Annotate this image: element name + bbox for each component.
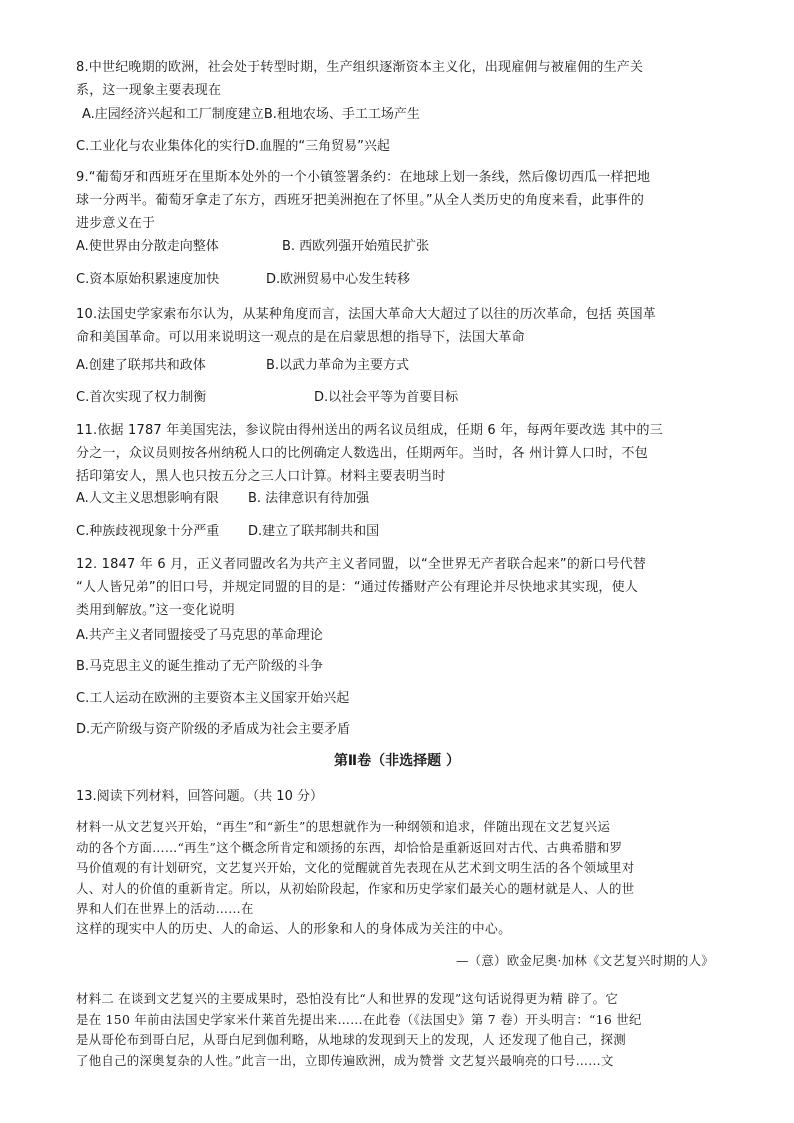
question-11-stem	[76, 419, 726, 488]
question-12	[76, 553, 726, 622]
option-c: C.工业化与农业集体化的实行	[76, 139, 246, 154]
stem-line: 类用到解放。”这一变化说明	[76, 603, 235, 618]
question-9	[76, 166, 726, 235]
material-line: 动的各个方面……“再生”这个概念所肯定和颂扬的东西，却恰恰是重新返回对古代、古典希腊和罗	[76, 839, 623, 855]
question-8-options-cd	[76, 138, 726, 156]
question-11-options-cd	[76, 523, 726, 541]
stem-line: 12. 1847 年 6 月，正义者同盟改名为共产主义者同盟，以“全世界无产者联合起来”的新口号代替	[76, 557, 647, 572]
option-b: B. 法律意识有待加强	[248, 491, 370, 506]
material-line: 马价值观的有计划研究，文艺复兴开始，文化的觉醒就首先表现在从艺术到文明生活的各个领域里对	[76, 860, 635, 876]
question-12-stem	[76, 553, 726, 622]
material-line: 界和人们在世界上的活动……在	[76, 901, 254, 917]
stem-line: 9.“葡萄牙和西班牙在里斯本处外的一个小镇签署条约：在地球上划一条线，然后像切西瓜一样把地	[76, 170, 651, 185]
material-2	[76, 989, 726, 1071]
stem-line: 分之一，众议员则按各州纳税人口的比例确定人数选出，任期两年。当时，各 州计算人口时，不包	[76, 446, 648, 461]
option-d: D.建立了联邦制共和国	[248, 524, 380, 539]
option-b: B.以武力革命为主要方式	[266, 358, 410, 373]
option-a: A.共产主义者同盟接受了马克思的革命理论	[76, 628, 323, 643]
stem-line: 10.法国史学家索布尔认为，从某种角度而言，法国大革命大大超过了以往的历次革命，包括 英国革	[76, 307, 657, 322]
option-c: C.工人运动在欧洲的主要资本主义国家开始兴起	[76, 691, 350, 706]
question-8-options-ab	[82, 106, 732, 124]
question-11-options-ab	[76, 490, 726, 508]
question-9-options-cd	[76, 271, 726, 289]
option-a: A.庄园经济兴起和工厂制度建立	[82, 107, 264, 122]
question-8-stem	[76, 56, 726, 102]
material-1-source: —（意）欧金尼奥·加林《文艺复兴时期的人》	[455, 953, 714, 968]
option-a: A.使世界由分散走向整体	[76, 239, 219, 254]
stem-line: 命和美国革命。可以用来说明这一观点的是在启蒙思想的指导下，法国大革命	[76, 330, 525, 345]
material-line: 这样的现实中人的历史、人的命运、人的形象和人的身体成为关注的中心。	[76, 921, 512, 937]
material-line: 材料二 在谈到文艺复兴的主要成果时，恐怕没有比“人和世界的发现”这句话说得更为精 辟了。它	[76, 991, 619, 1006]
option-c: C.种族歧视现象十分严重	[76, 524, 220, 539]
option-c: C.资本原始积累速度加快	[76, 272, 220, 287]
question-10-stem	[76, 303, 726, 349]
stem-line: 括印第安人，黑人也只按五分之三人口计算。材料主要表明当时	[76, 469, 446, 484]
question-10	[76, 303, 726, 349]
question-10-options-cd	[76, 389, 726, 407]
question-9-options-ab	[76, 238, 726, 256]
option-d: D.欧洲贸易中心发生转移	[266, 272, 411, 287]
stem-line: “人人皆兄弟”的旧口号，并规定同盟的目的是：“通过传播财产公有理论并尽快地求其实现，使人	[76, 580, 639, 595]
question-11	[76, 419, 726, 488]
stem-line: 系，这一现象主要表现在	[76, 83, 222, 98]
material-line: 是在 150 年前由法国史学家米什莱首先提出来……在此卷（《法国史》第 7 卷）开头明言：“16 世纪	[76, 1011, 642, 1027]
option-c: C.首次实现了权力制衡	[76, 390, 207, 405]
question-9-stem	[76, 166, 726, 235]
stem-line: 11.依据 1787 年美国宪法，参议院由得州送出的两名议员组成，任期 6 年，每两年要改选 其中的三	[76, 423, 663, 438]
option-d: D.以社会平等为首要目标	[314, 390, 459, 405]
question-13-stem: 13.阅读下列材料，回答问题。（共 10 分）	[76, 789, 323, 804]
stem-line: 进步意义在于	[76, 216, 156, 231]
option-a: A.创建了联邦共和政体	[76, 358, 206, 373]
option-b: B. 西欧列强开始殖民扩张	[282, 239, 430, 254]
option-d: D.血腥的“三角贸易”兴起	[245, 139, 390, 154]
option-d: D.无产阶级与资产阶级的矛盾成为社会主要矛盾	[76, 722, 351, 737]
material-line: 材料一从文艺复兴开始，“再生”和“新生”的思想就作为一种纲领和追求，伴随出现在文艺复兴运	[76, 819, 611, 834]
question-10-options-ab	[76, 357, 726, 375]
option-a: A.人文主义思想影响有限	[76, 491, 219, 506]
section-title: 第Ⅱ卷（非选择题 ）	[333, 753, 461, 769]
option-b: B.租地农场、手工工场产生	[263, 107, 420, 122]
question-8	[76, 56, 726, 102]
material-line: 了他自己的深奥复杂的人性。”此言一出，立即传遍欧洲，成为赞誉 文艺复兴最响亮的口号……文	[76, 1052, 614, 1068]
material-1	[76, 817, 726, 941]
stem-line: 球一分两半。葡萄牙拿走了东方，西班牙把美洲抱在了怀里。”从全人类历史的角度来看，此事件的	[76, 193, 645, 208]
material-line: 是从哥伦布到哥白尼，从哥白尼到伽利略，从地球的发现到天上的发现，人 还发现了他自己，探测	[76, 1032, 626, 1048]
stem-line: 8.中世纪晚期的欧洲，社会处于转型时期，生产组织逐渐资本主义化，出现雇佣与被雇佣的生产关	[76, 60, 644, 75]
option-b: B.马克思主义的诞生推动了无产阶级的斗争	[76, 659, 324, 674]
material-line: 人、对人的价值的重新肯定。所以，从初始阶段起，作家和历史学家们最关心的题材就是人、人的世	[76, 880, 635, 896]
